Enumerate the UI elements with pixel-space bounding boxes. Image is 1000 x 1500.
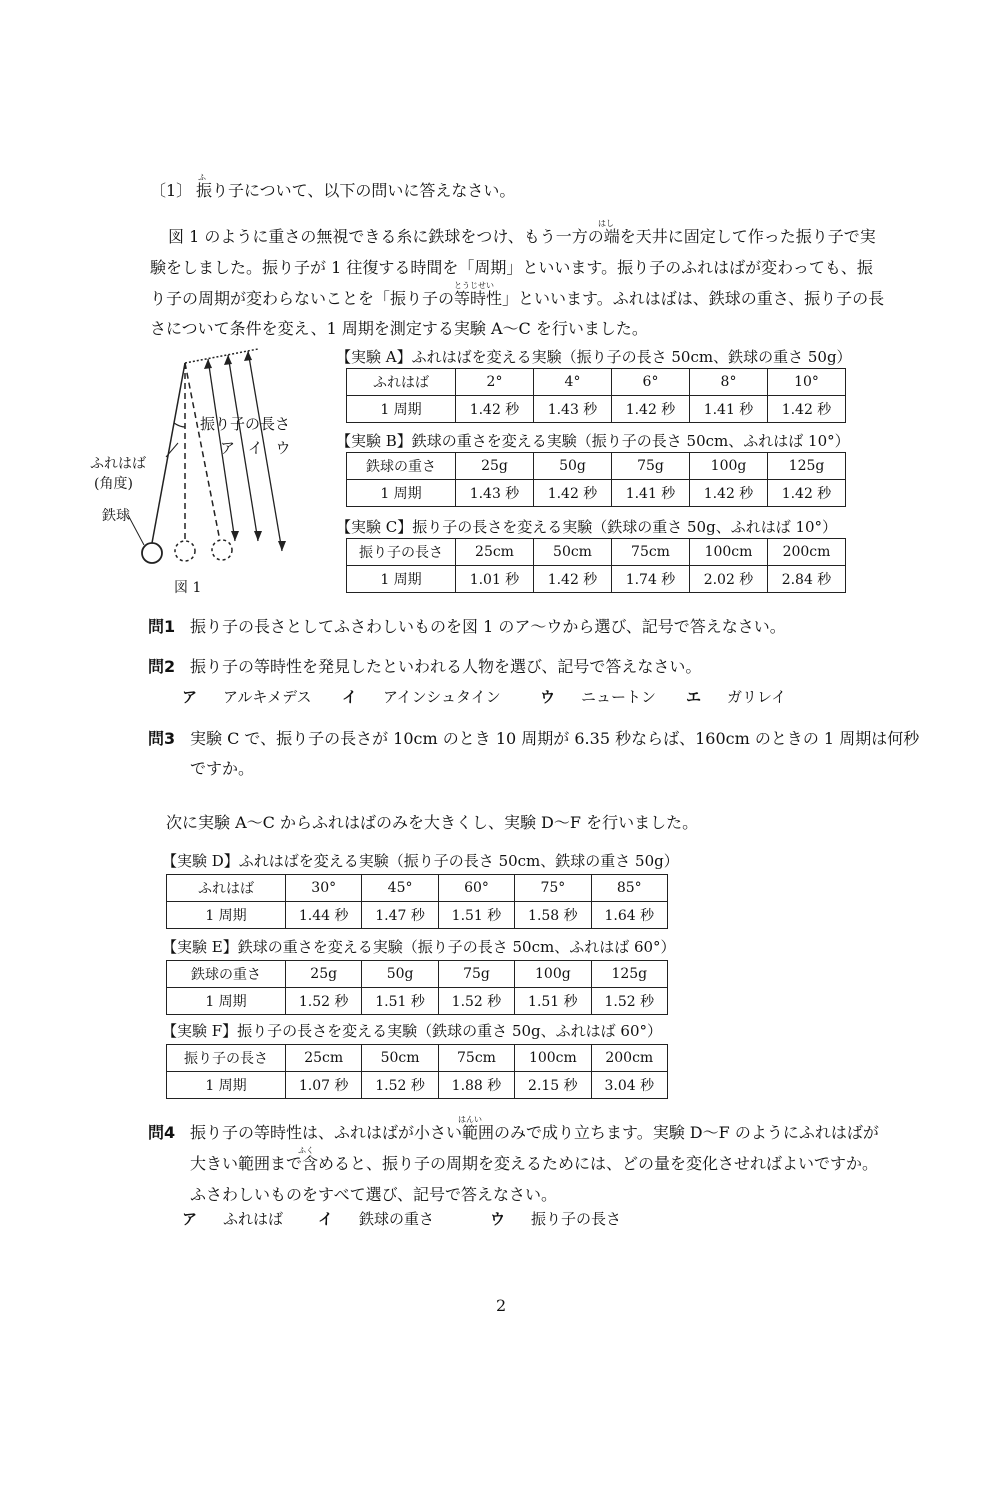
table-row (347, 566, 846, 593)
table-row (167, 902, 668, 929)
q2-choice-b (342, 686, 501, 707)
figure-caption: 図 1 (174, 580, 202, 596)
q2-choice-d (686, 686, 786, 707)
exp-b-title: 【実験 B】鉄球の重さを変える実験（振り子の長さ 50cm、ふれはば 10°） (336, 432, 850, 450)
table-row (347, 369, 846, 396)
ruby-hashi: はし (598, 219, 614, 228)
table-cell: 鉄球の重さ (167, 961, 286, 988)
table-row (347, 539, 846, 566)
intro-line-1: 図 1 のように重さの無視できる糸に鉄球をつけ、もう一方の端を天井に固定して作った振り子で実 (168, 227, 876, 246)
q3-line-2: ですか。 (190, 759, 255, 778)
intro-line-2: 験をしました。振り子が 1 往復する時間を「周期」といいます。振り子のふれはばが変わっても、振 (150, 258, 873, 277)
choice-letter: ア (182, 1210, 198, 1228)
table-cell: 50cm (362, 1045, 438, 1072)
ball-label: 鉄球 (102, 508, 130, 524)
table-cell: 75cm (438, 1045, 514, 1072)
table-cell: 1.64 秒 (591, 902, 667, 929)
table-cell: 75cm (612, 539, 690, 566)
table-cell: 1 周期 (347, 480, 456, 507)
table-cell: 1.01 秒 (456, 566, 534, 593)
choice-letter: ウ (490, 1210, 506, 1228)
iron-ball-dashed-right (212, 540, 232, 560)
q4-line-3: ふさわしいものをすべて選び、記号で答えなさい。 (190, 1185, 558, 1204)
table-cell: 2.84 秒 (768, 566, 846, 593)
table-cell: 1.42 秒 (534, 566, 612, 593)
intro-line-3: り子の周期が変わらないことを「振り子の等時性」といいます。ふれはばは、鉄球の重さ、振り子の長 (150, 289, 885, 308)
table-cell: 1.51 秒 (515, 988, 591, 1015)
table-cell: 45° (362, 875, 438, 902)
table-cell: 振り子の長さ (347, 539, 456, 566)
ruby-fuku: ふく (298, 1146, 314, 1155)
table-cell: 75g (438, 961, 514, 988)
angle-label: (角度) (94, 476, 133, 492)
exp-a-table (346, 368, 846, 423)
q2-text: 振り子の等時性を発見したといわれる人物を選び、記号で答えなさい。 (190, 657, 702, 676)
exp-a-title: 【実験 A】ふれはばを変える実験（振り子の長さ 50cm、鉄球の重さ 50g） (336, 348, 852, 366)
exp-f-title: 【実験 F】振り子の長さを変える実験（鉄球の重さ 50g、ふれはば 60°） (162, 1022, 662, 1040)
exp-e-table (166, 960, 668, 1015)
table-cell: 1 周期 (167, 902, 286, 929)
table-cell: 3.04 秒 (591, 1072, 667, 1099)
table-cell: 1.41 秒 (612, 480, 690, 507)
table-cell: 1.51 秒 (362, 988, 438, 1015)
table-cell: 1.42 秒 (690, 480, 768, 507)
table-cell: 4° (534, 369, 612, 396)
table-cell: 1.88 秒 (438, 1072, 514, 1099)
q4-line-2: 大きい範囲まで含めると、振り子の周期を変えるためには、どの量を変化させればよいですか。 (190, 1154, 879, 1173)
q1-text: 振り子の長さとしてふさわしいものを図 1 のア〜ウから選び、記号で答えなさい。 (190, 617, 786, 636)
q4-label: 問4 (148, 1123, 176, 1142)
table-cell: 100g (515, 961, 591, 988)
q4-choice-c (490, 1208, 621, 1229)
table-cell: 25cm (286, 1045, 362, 1072)
table-row (167, 1072, 668, 1099)
choice-letter: イ (318, 1210, 334, 1228)
table-cell: 25g (456, 453, 534, 480)
exp-f-table (166, 1044, 668, 1099)
section-number: 〔1〕 (150, 181, 193, 200)
intro-line-4: さについて条件を変え、1 周期を測定する実験 A〜C を行いました。 (150, 319, 648, 338)
table-cell: 200cm (591, 1045, 667, 1072)
table-cell: 125g (768, 453, 846, 480)
ruby-furi: ふ (198, 173, 206, 182)
table-row (167, 988, 668, 1015)
table-cell: 1 周期 (347, 396, 456, 423)
q3-line-1: 実験 C で、振り子の長さが 10cm のとき 10 周期が 6.35 秒ならば、160cm のときの 1 周期は何秒 (190, 729, 920, 748)
choice-text: 振り子の長さ (531, 1210, 622, 1228)
table-cell: 8° (690, 369, 768, 396)
page-number: 2 (496, 1296, 507, 1315)
q2-label: 問2 (148, 657, 176, 676)
table-cell: 1.52 秒 (591, 988, 667, 1015)
table-cell: 1.42 秒 (534, 480, 612, 507)
choice-text: アインシュタイン (383, 688, 501, 706)
choice-text: アルキメデス (223, 688, 312, 706)
table-cell: 1.43 秒 (456, 480, 534, 507)
choice-text: ふれはば (223, 1210, 284, 1228)
table-cell: 75g (612, 453, 690, 480)
table-cell: 6° (612, 369, 690, 396)
table-cell: 85° (591, 875, 667, 902)
table-cell: 1.52 秒 (286, 988, 362, 1015)
table-cell: 1.42 秒 (768, 396, 846, 423)
table-cell: 25cm (456, 539, 534, 566)
table-row (347, 396, 846, 423)
table-cell: 50cm (534, 539, 612, 566)
iron-ball-dashed-center (175, 541, 195, 561)
figure-1 (80, 345, 330, 605)
q2-choice-c (540, 686, 656, 707)
table-cell: 1.44 秒 (286, 902, 362, 929)
table-row (347, 480, 846, 507)
q3-label: 問3 (148, 729, 176, 748)
table-cell: 1 周期 (347, 566, 456, 593)
table-cell: 60° (438, 875, 514, 902)
table-cell: 25g (286, 961, 362, 988)
table-cell: 2° (456, 369, 534, 396)
table-cell: ふれはば (167, 875, 286, 902)
table-cell: 振り子の長さ (167, 1045, 286, 1072)
q4-choice-a (182, 1208, 283, 1229)
q4-choice-b (318, 1208, 434, 1229)
table-cell: 100g (690, 453, 768, 480)
table-cell: 1.51 秒 (438, 902, 514, 929)
table-cell: 50g (362, 961, 438, 988)
table-cell: 50g (534, 453, 612, 480)
table-cell: 1 周期 (167, 1072, 286, 1099)
table-cell: 10° (768, 369, 846, 396)
table-cell: 鉄球の重さ (347, 453, 456, 480)
exp-c-table (346, 538, 846, 593)
table-cell: 1.52 秒 (362, 1072, 438, 1099)
exp-e-title: 【実験 E】鉄球の重さを変える実験（振り子の長さ 50cm、ふれはば 60°） (162, 938, 676, 956)
choice-letter: ウ (540, 688, 556, 706)
choice-text: ガリレイ (727, 688, 787, 706)
exp-b-table (346, 452, 846, 507)
choice-text: ニュートン (581, 688, 657, 706)
table-cell: ふれはば (347, 369, 456, 396)
table-cell: 1.74 秒 (612, 566, 690, 593)
exp-d-title: 【実験 D】ふれはばを変える実験（振り子の長さ 50cm、鉄球の重さ 50g） (162, 852, 679, 870)
table-cell: 1.42 秒 (612, 396, 690, 423)
table-cell: 30° (286, 875, 362, 902)
table-cell: 1.42 秒 (768, 480, 846, 507)
table-cell: 1.41 秒 (690, 396, 768, 423)
iron-ball-solid (142, 543, 162, 563)
table-cell: 1 周期 (167, 988, 286, 1015)
choice-letter: エ (686, 688, 702, 706)
table-cell: 1.07 秒 (286, 1072, 362, 1099)
table-cell: 200cm (768, 539, 846, 566)
table-cell: 75° (515, 875, 591, 902)
table-row (167, 961, 668, 988)
q4-line-1: 振り子の等時性は、ふれはばが小さい範囲のみで成り立ちます。実験 D〜F のようにふれはばが (190, 1123, 879, 1142)
amplitude-label: ふれはば (90, 456, 146, 472)
q1-label: 問1 (148, 617, 176, 636)
table-cell: 100cm (515, 1045, 591, 1072)
table-cell: 1.43 秒 (534, 396, 612, 423)
table-cell: 100cm (690, 539, 768, 566)
exp-c-title: 【実験 C】振り子の長さを変える実験（鉄球の重さ 50g、ふれはば 10°） (336, 518, 838, 536)
choice-letter: イ (342, 688, 358, 706)
table-cell: 1.52 秒 (438, 988, 514, 1015)
table-cell: 1.42 秒 (456, 396, 534, 423)
pendulum-length-label: 振り子の長さ (200, 415, 291, 433)
section-heading: 振り子について、以下の問いに答えなさい。 (196, 181, 516, 200)
choice-letters: ア イ ウ (220, 439, 295, 457)
table-cell: 1.47 秒 (362, 902, 438, 929)
exp-d-table (166, 874, 668, 929)
ruby-hani: はんい (458, 1115, 482, 1124)
choice-letter: ア (182, 688, 198, 706)
table-cell: 2.02 秒 (690, 566, 768, 593)
q2-choice-a (182, 686, 312, 707)
ruby-toujisei: とうじせい (454, 281, 494, 290)
table-cell: 2.15 秒 (515, 1072, 591, 1099)
table-row (167, 875, 668, 902)
table-row (167, 1045, 668, 1072)
transition-text: 次に実験 A〜C からふれはばのみを大きくし、実験 D〜F を行いました。 (166, 813, 699, 832)
table-row (347, 453, 846, 480)
table-cell: 125g (591, 961, 667, 988)
table-cell: 1.58 秒 (515, 902, 591, 929)
choice-text: 鉄球の重さ (359, 1210, 435, 1228)
